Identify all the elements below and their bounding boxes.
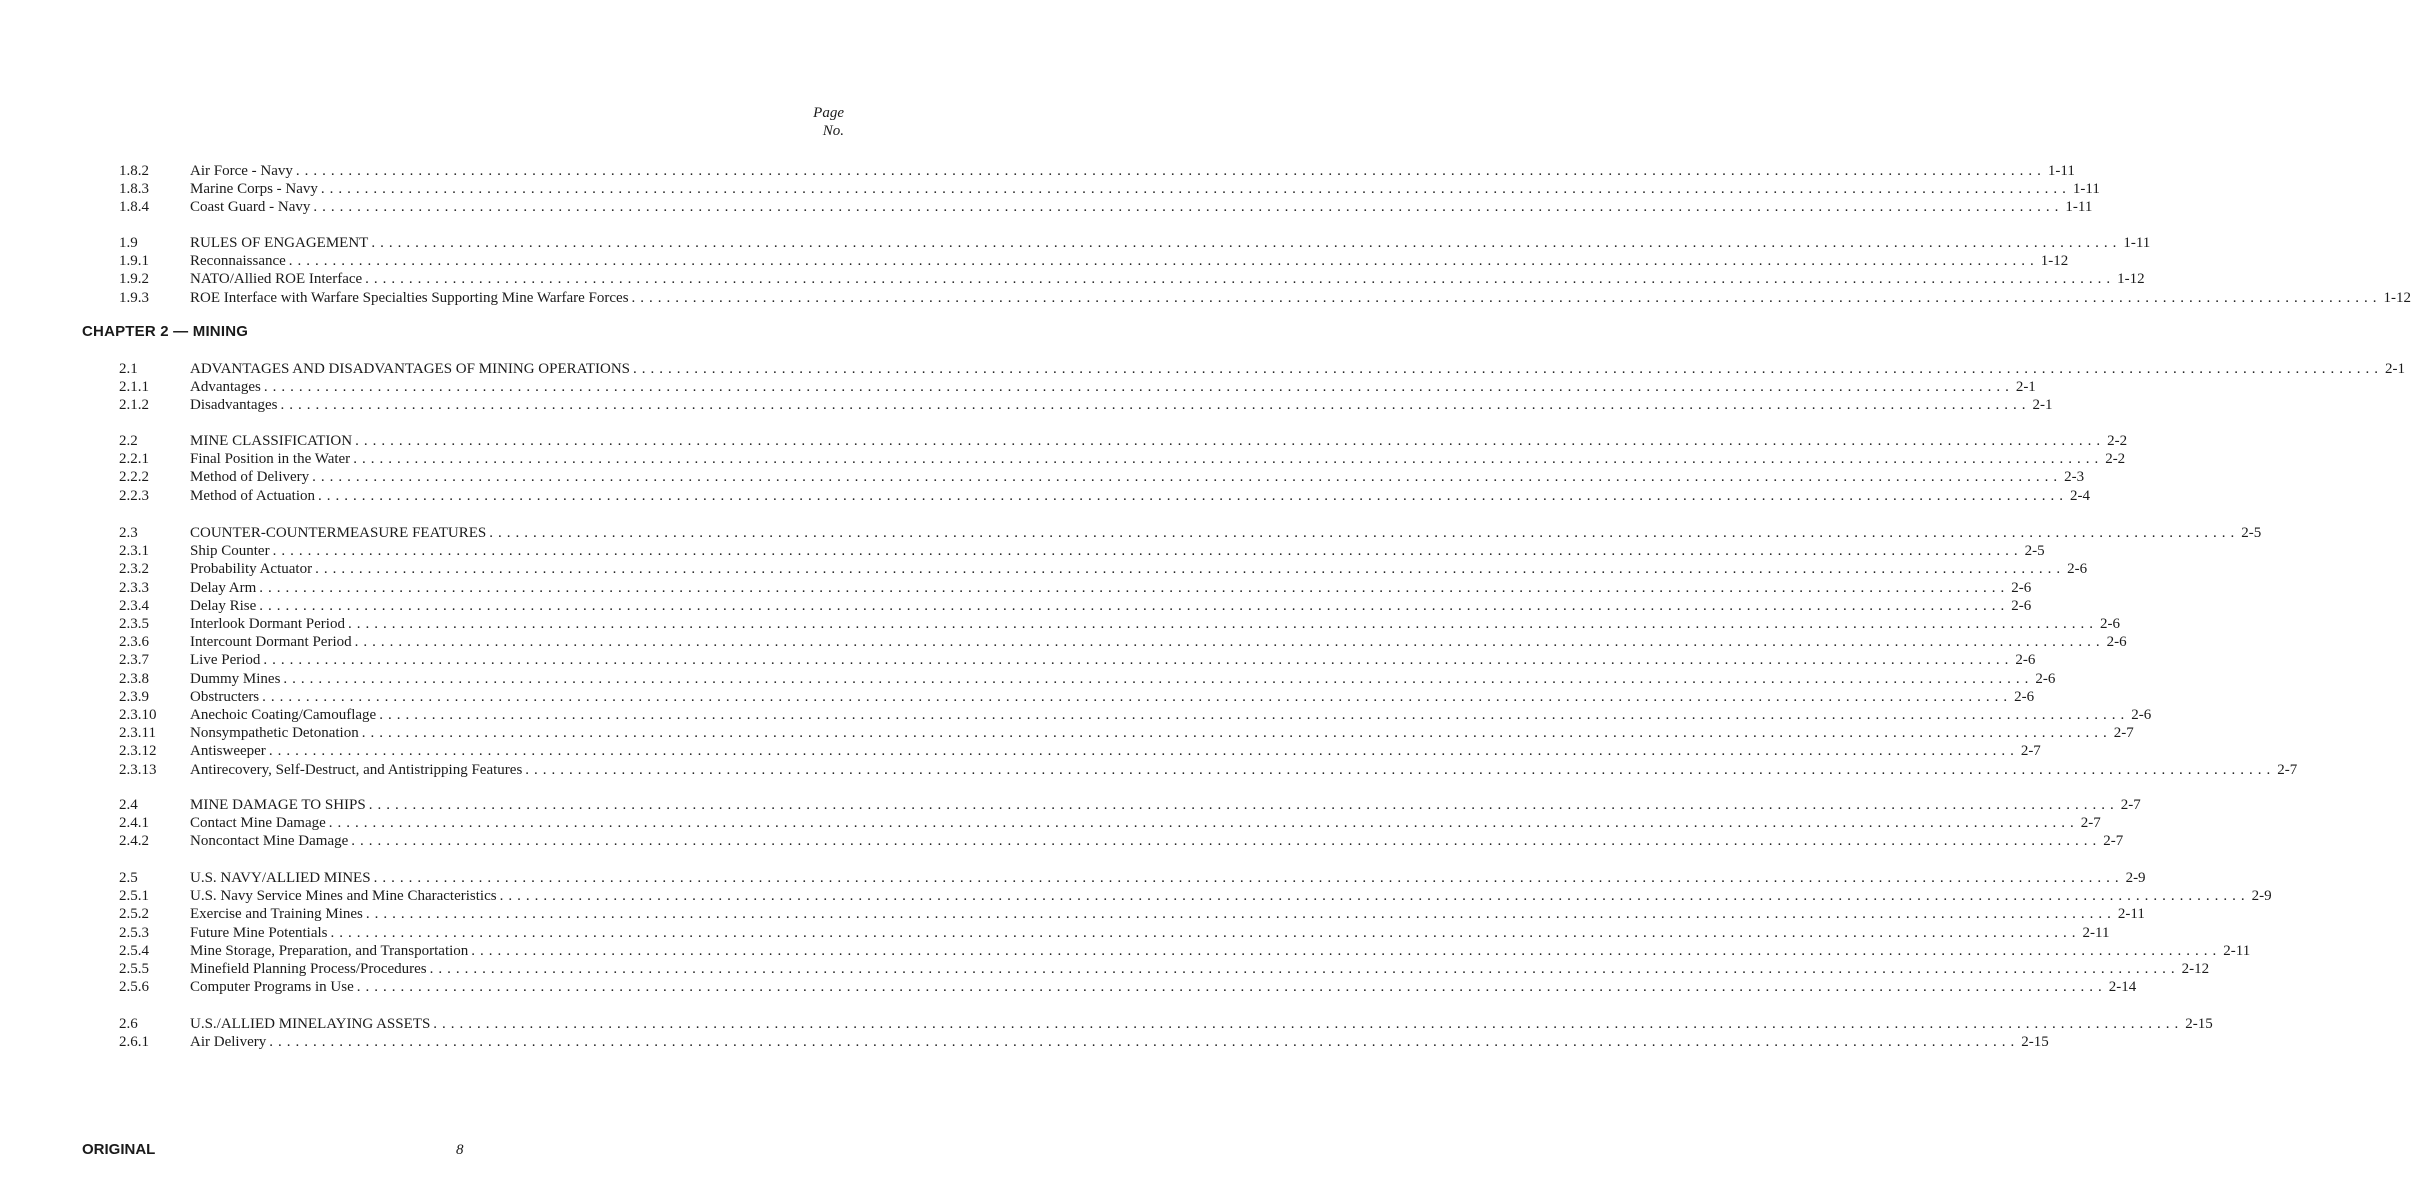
section-title: Mine Storage, Preparation, and Transportation [190, 942, 469, 959]
section-number: 1.8.3 [119, 181, 149, 198]
section-title: Reconnaissance [190, 253, 286, 270]
section-title: Final Position in the Water [190, 451, 351, 468]
section-number: 2.3.13 [119, 761, 157, 778]
entry-line [190, 360, 2405, 378]
section-title: Intercount Dormant Period [190, 634, 352, 651]
page-label: Page [813, 105, 844, 121]
section-title: Antirecovery, Self-Destruct, and Antistripping Features [190, 761, 523, 778]
section-number: 1.8.4 [119, 199, 149, 216]
page-reference: 1-11 [2047, 163, 2075, 179]
dot-leader: ........................................................................................................................................................................................................ [365, 271, 2116, 288]
footer-edition-label: ORIGINAL [82, 1141, 156, 1158]
section-title: Contact Mine Damage [190, 815, 326, 832]
toc-entry [119, 1033, 2049, 1051]
toc-entry [119, 960, 2210, 978]
entry-line [190, 378, 2036, 396]
section-number: 2.5.6 [119, 979, 149, 996]
section-title: U.S. NAVY/ALLIED MINES [190, 870, 371, 886]
section-title: Delay Arm [190, 579, 257, 596]
entry-line [190, 978, 2137, 996]
toc-entry [119, 942, 2251, 960]
dot-leader: ........................................................................................................................................................................................................ [268, 743, 2019, 760]
entry-line [190, 432, 2128, 450]
dot-leader: ........................................................................................................................................................................................................ [313, 199, 2064, 216]
toc-entry [119, 832, 2124, 850]
toc-entry [119, 706, 2152, 724]
dot-leader: ........................................................................................................................................................................................................ [631, 289, 2382, 306]
toc-entry [119, 670, 2056, 688]
number-label: No. [822, 123, 844, 139]
dot-leader: ........................................................................................................................................................................................................ [379, 707, 2130, 723]
section-title: Antisweeper [190, 743, 266, 760]
section-number: 2.3.2 [119, 561, 149, 578]
dot-leader: ........................................................................................................................................................................................................ [320, 181, 2071, 198]
toc-entry [119, 814, 2101, 832]
entry-line [190, 724, 2134, 742]
entry-line [190, 450, 2126, 468]
entry-line [190, 579, 2032, 597]
section-number: 2.3.6 [119, 634, 149, 651]
entry-line [190, 1033, 2049, 1051]
toc-entry [119, 270, 2145, 288]
page-reference: 2-6 [2014, 688, 2035, 705]
section-number: 2.3.9 [119, 688, 149, 705]
page-reference: 2-7 [2113, 725, 2134, 742]
toc-entry [119, 633, 2127, 651]
section-number: 2.3 [119, 525, 138, 541]
toc-entry [119, 742, 2041, 760]
section-number: 2.1.1 [119, 379, 149, 396]
page-reference: 2-3 [2064, 469, 2085, 486]
dot-leader: ........................................................................................................................................................................................................ [280, 397, 2031, 414]
section-title: MINE DAMAGE TO SHIPS [190, 797, 366, 813]
entry-line [190, 198, 2093, 216]
section-number: 2.3.3 [119, 579, 149, 596]
toc-entry [119, 724, 2134, 742]
page-reference: 2-12 [2181, 961, 2210, 977]
section-title: Future Mine Potentials [190, 924, 328, 941]
entry-line [190, 180, 2100, 198]
dot-leader: ........................................................................................................................................................................................................ [525, 761, 2276, 778]
entry-line [190, 270, 2145, 288]
dot-leader: ........................................................................................................................................................................................................ [368, 797, 2119, 813]
section-title: Minefield Planning Process/Procedures [190, 961, 427, 977]
toc-entry [119, 162, 2075, 180]
page-reference: 2-9 [2251, 888, 2272, 905]
section-number: 2.5.4 [119, 942, 149, 959]
dot-leader: ........................................................................................................................................................................................................ [373, 870, 2124, 886]
section-title: Live Period [190, 652, 261, 669]
section-number: 2.2.2 [119, 469, 149, 486]
page-reference: 2-6 [2067, 561, 2088, 578]
entry-line [190, 468, 2085, 486]
toc-entry [119, 1015, 2213, 1033]
page-reference: 2-6 [2035, 670, 2056, 687]
section-number: 2.4.2 [119, 833, 149, 850]
entry-line [190, 396, 2053, 414]
section-number: 2.6 [119, 1016, 138, 1032]
entry-line [190, 869, 2146, 887]
toc-entry [119, 487, 2090, 505]
toc-entry [119, 252, 2069, 270]
page-reference: 2-11 [2117, 906, 2145, 923]
section-number: 1.9.2 [119, 271, 149, 288]
page-reference: 2-6 [2011, 579, 2032, 596]
dot-leader: ........................................................................................................................................................................................................ [259, 597, 2010, 614]
page-reference: 2-7 [2277, 761, 2298, 778]
toc-entry [119, 615, 2120, 633]
dot-leader: ........................................................................................................................................................................................................ [433, 1016, 2184, 1032]
entry-line [190, 487, 2090, 505]
entry-line [190, 960, 2210, 978]
entry-line [190, 832, 2124, 850]
section-number: 2.6.1 [119, 1034, 149, 1051]
section-number: 1.9.1 [119, 253, 149, 270]
section-title: Delay Rise [190, 597, 257, 614]
dot-leader: ........................................................................................................................................................................................................ [259, 579, 2010, 596]
section-number: 1.9 [119, 235, 138, 251]
toc-entry [119, 924, 2110, 942]
page-reference: 1-11 [2072, 181, 2100, 198]
toc-entry [119, 468, 2085, 486]
dot-leader: ........................................................................................................................................................................................................ [371, 235, 2122, 251]
dot-leader: ........................................................................................................................................................................................................ [351, 833, 2102, 850]
page-reference: 2-1 [2385, 361, 2405, 377]
dot-leader: ........................................................................................................................................................................................................ [295, 163, 2046, 179]
entry-line [190, 796, 2141, 814]
page-reference: 2-11 [2082, 924, 2110, 941]
toc-entry [119, 378, 2036, 396]
section-number: 1.8.2 [119, 163, 149, 179]
toc-entry [119, 542, 2045, 560]
section-number: 2.2 [119, 433, 138, 449]
page-reference: 2-7 [2080, 815, 2101, 832]
entry-line [190, 597, 2032, 615]
section-title: Disadvantages [190, 397, 278, 414]
page-reference: 2-9 [2125, 870, 2146, 886]
entry-line [190, 942, 2251, 960]
dot-leader: ........................................................................................................................................................................................................ [499, 888, 2250, 905]
page-reference: 2-6 [2011, 597, 2032, 614]
dot-leader: ........................................................................................................................................................................................................ [328, 815, 2079, 832]
section-title: Coast Guard - Navy [190, 199, 311, 216]
section-title: Air Delivery [190, 1034, 267, 1051]
section-number: 2.1 [119, 361, 138, 377]
toc-entry [119, 524, 2262, 542]
dot-leader: ........................................................................................................................................................................................................ [489, 525, 2240, 541]
section-number: 2.4 [119, 797, 138, 813]
section-number: 2.3.4 [119, 597, 149, 614]
toc-entry [119, 432, 2128, 450]
dot-leader: ........................................................................................................................................................................................................ [633, 361, 2383, 377]
section-title: Interlook Dormant Period [190, 616, 345, 632]
section-number: 2.3.8 [119, 670, 149, 687]
section-number: 2.3.5 [119, 616, 149, 632]
section-title: RULES OF ENGAGEMENT [190, 235, 369, 251]
section-title: Advantages [190, 379, 261, 396]
section-number: 2.3.7 [119, 652, 149, 669]
entry-line [190, 289, 2411, 307]
page-reference: 2-5 [2241, 525, 2262, 541]
entry-line [190, 742, 2041, 760]
page-reference: 2-4 [2069, 487, 2090, 504]
dot-leader: ........................................................................................................................................................................................................ [317, 487, 2068, 504]
toc-entry [119, 396, 2053, 414]
page-reference: 2-2 [2107, 433, 2128, 449]
page-reference: 2-7 [2020, 743, 2041, 760]
entry-line [190, 688, 2035, 706]
toc-entry [119, 198, 2093, 216]
section-number: 2.5.5 [119, 961, 149, 977]
dot-leader: ........................................................................................................................................................................................................ [355, 433, 2106, 449]
toc-entry [119, 887, 2272, 905]
entry-line [190, 615, 2120, 633]
entry-line [190, 651, 2036, 669]
entry-line [190, 814, 2101, 832]
entry-line [190, 670, 2056, 688]
dot-leader: ........................................................................................................................................................................................................ [356, 979, 2107, 996]
toc-entry [119, 651, 2036, 669]
section-number: 2.5.3 [119, 924, 149, 941]
section-title: U.S. Navy Service Mines and Mine Characteristics [190, 888, 497, 905]
dot-leader: ........................................................................................................................................................................................................ [361, 725, 2112, 742]
page-reference: 2-7 [2120, 797, 2141, 813]
dot-leader: ........................................................................................................................................................................................................ [471, 942, 2222, 959]
toc-entry [119, 978, 2137, 996]
entry-line [190, 252, 2069, 270]
section-number: 2.3.1 [119, 543, 149, 560]
toc-entry [119, 579, 2032, 597]
toc-entry [119, 450, 2126, 468]
page-number-column-header [813, 104, 844, 140]
entry-line [190, 542, 2045, 560]
section-number: 2.3.12 [119, 743, 157, 760]
entry-line [190, 887, 2272, 905]
dot-leader: ........................................................................................................................................................................................................ [288, 253, 2039, 270]
section-number: 2.5.1 [119, 888, 149, 905]
dot-leader: ........................................................................................................................................................................................................ [354, 634, 2105, 651]
page-reference: 2-11 [2223, 942, 2251, 959]
toc-entry [119, 905, 2145, 923]
entry-line [190, 924, 2110, 942]
dot-leader: ........................................................................................................................................................................................................ [365, 906, 2116, 923]
toc-entry [119, 597, 2032, 615]
dot-leader: ........................................................................................................................................................................................................ [269, 1034, 2020, 1051]
section-title: Anechoic Coating/Camouflage [190, 707, 377, 723]
dot-leader: ........................................................................................................................................................................................................ [283, 670, 2034, 687]
section-title: NATO/Allied ROE Interface [190, 271, 363, 288]
section-title: U.S./ALLIED MINELAYING ASSETS [190, 1016, 431, 1032]
section-title: ROE Interface with Warfare Specialties Supporting Mine Warfare Forces [190, 289, 629, 306]
section-number: 2.5 [119, 870, 138, 886]
section-title: Method of Actuation [190, 487, 315, 504]
dot-leader: ........................................................................................................................................................................................................ [312, 469, 2063, 486]
dot-leader: ........................................................................................................................................................................................................ [315, 561, 2066, 578]
dot-leader: ........................................................................................................................................................................................................ [353, 451, 2104, 468]
page-reference: 2-6 [2015, 652, 2036, 669]
section-number: 1.9.3 [119, 289, 149, 306]
section-title: Air Force - Navy [190, 163, 293, 179]
page-reference: 2-5 [2024, 543, 2045, 560]
footer-page-number: 8 [456, 1142, 464, 1158]
dot-leader: ........................................................................................................................................................................................................ [263, 652, 2014, 669]
section-title: Method of Delivery [190, 469, 310, 486]
entry-line [190, 633, 2127, 651]
section-title: MINE CLASSIFICATION [190, 433, 353, 449]
page-reference: 2-2 [2105, 451, 2126, 468]
section-title: Ship Counter [190, 543, 270, 560]
dot-leader: ........................................................................................................................................................................................................ [347, 616, 2098, 632]
section-number: 2.1.2 [119, 397, 149, 414]
toc-entry [119, 180, 2100, 198]
toc-entry [119, 869, 2146, 887]
page-reference: 2-15 [2021, 1034, 2049, 1051]
toc-entry [119, 560, 2088, 578]
entry-line [190, 524, 2262, 542]
page-reference: 1-12 [2040, 253, 2069, 270]
section-number: 2.3.11 [119, 725, 156, 742]
section-title: ADVANTAGES AND DISADVANTAGES OF MINING OPERATIONS [190, 361, 630, 377]
section-title: Marine Corps - Navy [190, 181, 318, 198]
entry-line [190, 1015, 2213, 1033]
toc-entry [119, 761, 2298, 779]
section-number: 2.3.10 [119, 707, 157, 723]
page-reference: 2-6 [2131, 707, 2152, 723]
page-reference: 2-15 [2185, 1016, 2213, 1032]
page-reference: 2-6 [2099, 616, 2120, 632]
page-reference: 2-14 [2108, 979, 2137, 996]
chapter-heading: CHAPTER 2 — MINING [82, 323, 249, 340]
toc-entry [119, 796, 2141, 814]
section-title: Nonsympathetic Detonation [190, 725, 359, 742]
page-reference: 1-11 [2065, 199, 2093, 216]
entry-line [190, 560, 2088, 578]
page-reference: 1-11 [2123, 235, 2151, 251]
dot-leader: ........................................................................................................................................................................................................ [272, 543, 2023, 560]
page-reference: 2-1 [2032, 397, 2053, 414]
section-number: 2.2.1 [119, 451, 149, 468]
section-number: 2.4.1 [119, 815, 149, 832]
toc-entry [119, 234, 2151, 252]
toc-entry [119, 688, 2035, 706]
entry-line [190, 905, 2145, 923]
entry-line [190, 706, 2152, 724]
section-title: Dummy Mines [190, 670, 281, 687]
entry-line [190, 234, 2151, 252]
toc-entry [119, 360, 2405, 378]
section-number: 2.2.3 [119, 487, 149, 504]
page-reference: 2-7 [2103, 833, 2124, 850]
toc-entry [119, 289, 2411, 307]
section-title: Noncontact Mine Damage [190, 833, 349, 850]
page-reference: 1-12 [2117, 271, 2145, 288]
section-title: COUNTER-COUNTERMEASURE FEATURES [190, 525, 487, 541]
entry-line [190, 162, 2075, 180]
page-reference: 1-12 [2383, 289, 2411, 306]
section-title: Computer Programs in Use [190, 979, 354, 996]
dot-leader: ........................................................................................................................................................................................................ [262, 688, 2013, 705]
dot-leader: ........................................................................................................................................................................................................ [263, 379, 2014, 396]
section-title: Probability Actuator [190, 561, 313, 578]
page-reference: 2-1 [2015, 379, 2036, 396]
section-title: Exercise and Training Mines [190, 906, 363, 923]
page-reference: 2-6 [2106, 634, 2127, 651]
section-title: Obstructers [190, 688, 260, 705]
section-number: 2.5.2 [119, 906, 149, 923]
dot-leader: ........................................................................................................................................................................................................ [429, 961, 2180, 977]
dot-leader: ........................................................................................................................................................................................................ [330, 924, 2081, 941]
entry-line [190, 761, 2298, 779]
